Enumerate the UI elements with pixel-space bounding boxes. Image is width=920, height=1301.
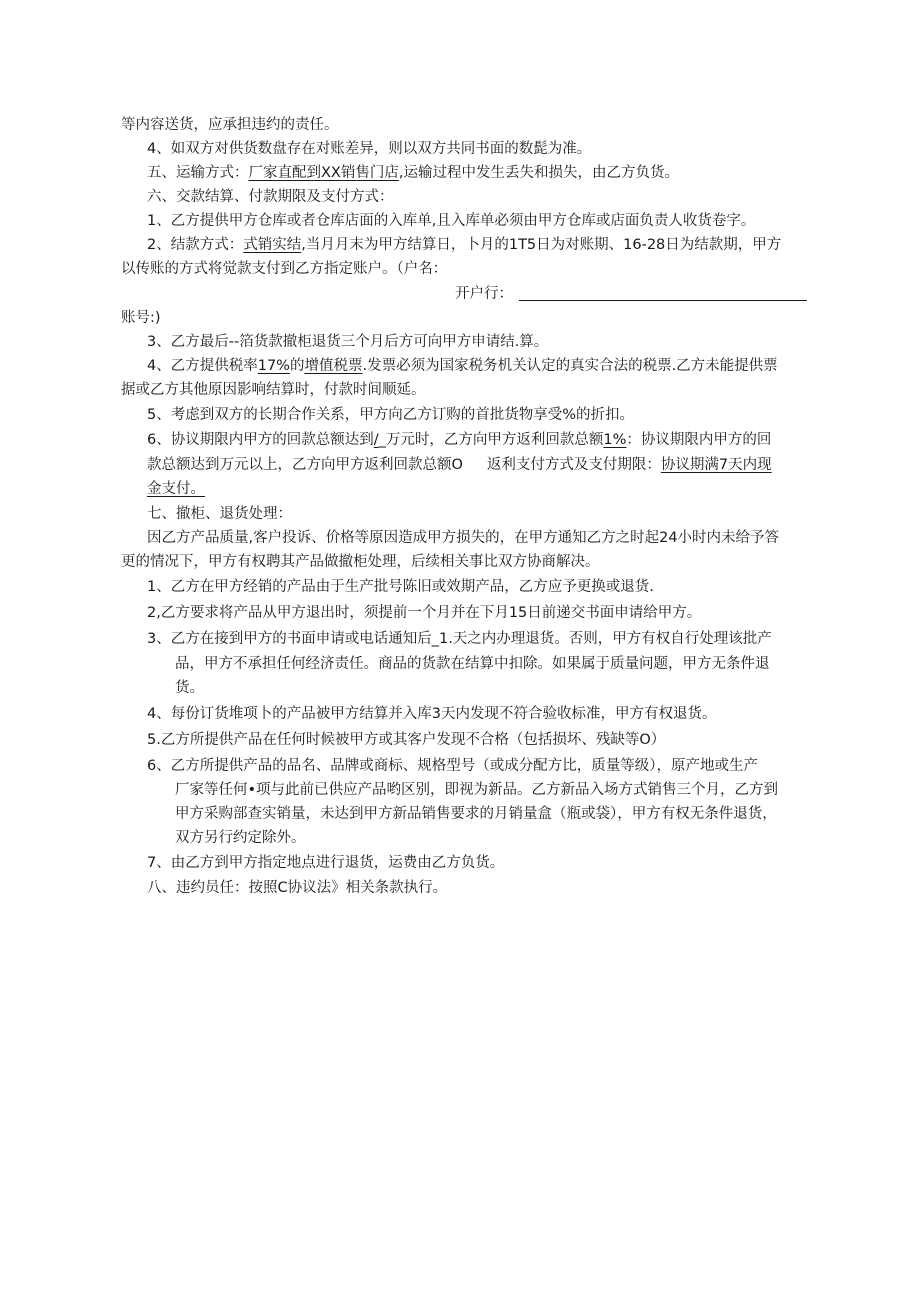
account-line: 账号:) — [121, 310, 161, 326]
filled-field: 厂家直配到XX销售门店 — [248, 165, 399, 181]
filled-field: 金支付。 — [147, 481, 205, 497]
paragraph-line: 更的情况下，甲方有权聘其产品做撤柜处理，后续相关事比双方协商解决。 — [121, 554, 600, 570]
paragraph-line: 4、如双方对供货数盘存在对账差异，则以双方共同书面的数髭为准。 — [147, 141, 592, 157]
bank-line: 开户行： — [455, 282, 820, 306]
list-item: 3、乙方在接到甲方的书面申请或电话通知后_1.天之内办理退货。否则，甲方有权自行处理该批产 — [147, 631, 772, 647]
transport-method-line: 五、运输方式：厂家直配到XX销售门店,运输过程中发生丢失和损失，由乙方负货。 — [147, 165, 679, 181]
section-heading: 六、交款结算、付款期限及支付方式： — [147, 189, 394, 205]
tax-rate-line: 4、乙方提供税率17%的增值税票.发票必须为国家税务机关认定的真实合法的税票.乙方未能提供票 — [147, 358, 778, 374]
filled-field: 协议期满7天内现 — [660, 457, 772, 473]
section-heading: 七、撤柜、退货处理： — [147, 506, 292, 522]
list-item: 2,乙方要求将产品从甲方退出时，须提前一个月并在下月15日前递交书面申请给甲方。 — [147, 605, 702, 621]
list-item: 7、由乙方到甲方指定地点进行退货，运费由乙方负货。 — [147, 855, 505, 871]
paragraph-line: 据或乙方其他原因影响结算时，付款时间顺延。 — [121, 382, 426, 398]
paragraph-line: 3、乙方最后--箔货款撤柜退货三个月后方可向甲方申请结.算。 — [147, 334, 549, 350]
list-item-continued: 货。 — [175, 680, 204, 696]
list-item-continued: 品，甲方不承担任何经济责任。商品的货款在结算中扣除。如果属于质量问题，甲方无条件退 — [175, 656, 770, 672]
rebate-line: 6、协议期限内甲方的回款总额达到/_万元时，乙方向甲方返利回款总额1%：协议期限内甲方的回 — [147, 432, 772, 448]
list-item-continued: 厂家等任何•项与此前已供应产品哟区别，即视为新品。乙方新品入场方式销售三个月，乙方到 — [175, 782, 779, 798]
paragraph-line: 等内容送货，应承担违约的责任。 — [121, 117, 339, 133]
rebate-line — [147, 477, 847, 501]
list-item-continued: 甲方采购部查实销量，未达到甲方新品销售要求的月销量盒（瓶或袋），甲方有权无条件退货， — [175, 806, 777, 822]
list-item: 4、每份订货堆项卜的产品被甲方结算并入库3天内发现不符合验收标准，甲方有权退货。 — [147, 706, 717, 722]
bank-blank-field — [519, 284, 807, 301]
list-item: 6、乙方所提供产品的品名、品牌或商标、规格型号（或成分配方比，质量等级），原产地或生产 — [147, 758, 758, 774]
paragraph-line: 以传账的方式将觉款支付到乙方指定账户。（户名： — [121, 261, 448, 277]
list-item-continued: 双方另行约定除外。 — [175, 830, 306, 846]
paragraph-line: 1、乙方提供甲方仓库或者仓库店面的入库单,且入库单必须由甲方仓库或店面负责人收货卷字。 — [147, 213, 756, 229]
settlement-method-line: 2、结款方式：式销实结,当月月末为甲方结算日，卜月的1T5日为对账期、16-28日为结款期，甲方 — [147, 237, 782, 253]
paragraph-line: 5、考虑到双方的长期合作关系，甲方向乙方订购的首批货物享受%的折扣。 — [147, 407, 635, 423]
paragraph-line: 因乙方产品质量,客户投诉、价格等原因造成甲方损失的，在甲方通知乙方之时起24小时内未给予答 — [147, 530, 780, 546]
list-item: 5.乙方所提供产品在任何时候被甲方或其客户发现不合格（包括损坏、残缺等O） — [147, 732, 666, 748]
rebate-line: 款总额达到万元以上，乙方向甲方返利回款总额O 返利支付方式及支付期限：协议期满7天内现 — [147, 457, 772, 473]
filled-field: 增值税票 — [304, 358, 363, 374]
section-heading: 八、违约员任：按照C协议法》相关条款执行。 — [147, 880, 448, 896]
filled-field: / — [373, 432, 379, 448]
filled-field: 1% — [603, 432, 627, 448]
filled-field: 17% — [257, 358, 290, 374]
list-item: 1、乙方在甲方经销的产品由于生产批号陈旧或效期产品，乙方应予更换或退货. — [147, 579, 654, 595]
filled-field: 式销实结 — [243, 237, 302, 253]
